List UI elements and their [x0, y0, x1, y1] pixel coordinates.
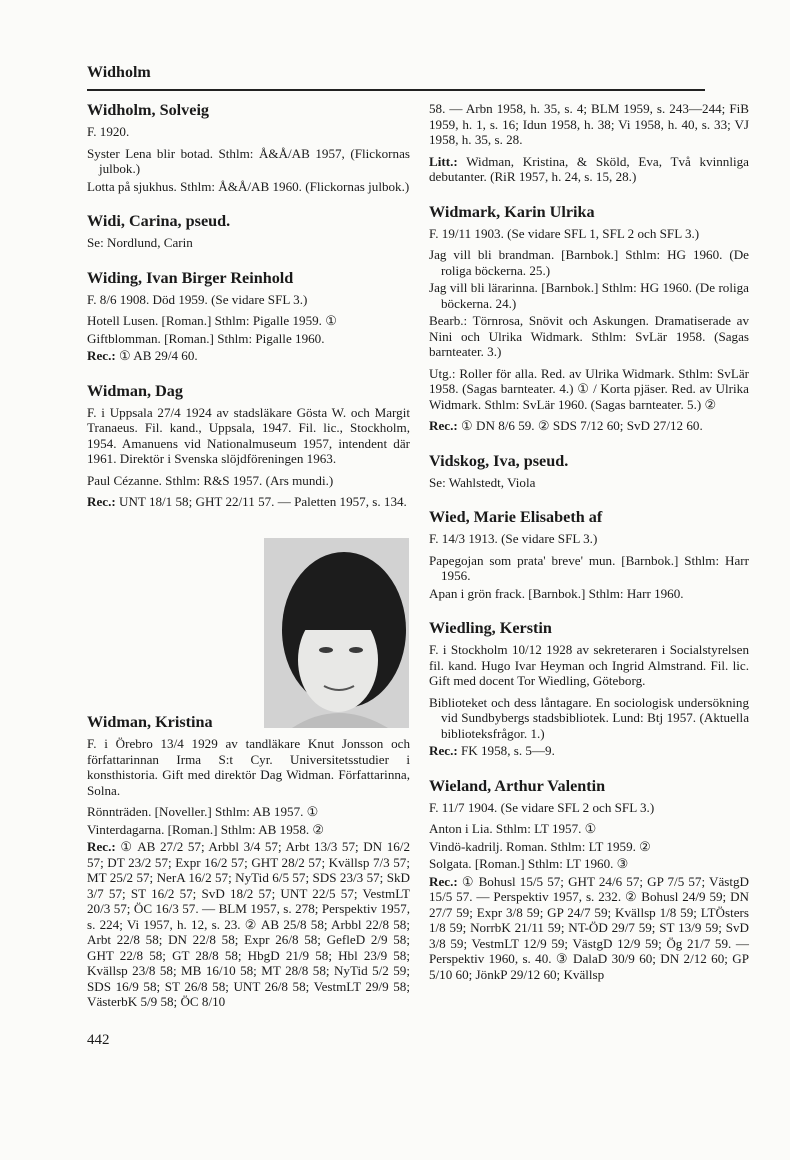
bio-entry	[87, 713, 410, 1010]
work-title	[87, 146, 410, 177]
entry-text-content: Jag vill bli brandman. [Barnbok.] Sthlm: HG 1960. (De roliga böckerna. 25.)	[429, 247, 749, 278]
bio-entry	[87, 212, 410, 251]
entry-text	[429, 743, 749, 759]
entry-text	[87, 292, 410, 308]
entry-text-content: F. 1920.	[87, 124, 130, 139]
entry-text-content: F. i Stockholm 10/12 1928 av sekreteraren i Socialstyrelsen fil. kand. Hugo Ivar Heyman och Ingrid Almstrand. Fil. lic. Gift med docent Tor Wiedling, Göteborg.	[429, 642, 749, 688]
entry-text	[429, 800, 749, 816]
left-column	[87, 101, 410, 528]
entry-text-content: F. i Uppsala 27/4 1924 av stadsläkare Gösta W. och Margit Tranaeus. Fil. kand., Uppsala, 1947. Fil. lic., Stockholm, 1954. Amanuens vid Nationalmuseum 1957, intendent där 1961. Direktör i Svenska slöjdföreningen 1963.	[87, 404, 410, 466]
work-title	[429, 247, 749, 278]
entry-text-content: Se: Wahlstedt, Viola	[429, 474, 536, 490]
entry-text	[429, 642, 749, 689]
work-title	[429, 856, 749, 872]
entry-name: Wied, Marie Elisabeth af	[429, 508, 603, 526]
entry-text-content: Lotta på sjukhus. Sthlm: Å&Å/AB 1960. (Flickornas julbok.)	[87, 178, 410, 194]
bio-entry	[429, 508, 749, 601]
work-title	[429, 586, 749, 602]
entry-text-content: UNT 18/1 58; GHT 22/11 57. — Paletten 1957, s. 134.	[119, 494, 407, 509]
entry-text	[87, 494, 410, 510]
entry-text	[429, 366, 749, 413]
entry-label: Rec.:	[87, 494, 116, 509]
entry-text-content: Hotell Lusen. [Roman.] Sthlm: Pigalle 1959. ①	[87, 313, 337, 328]
entry-text-content: ① DN 8/6 59. ② SDS 7/12 60; SvD 27/12 60.	[461, 418, 703, 433]
work-title	[429, 839, 749, 855]
entry-text-content: Bearb.: Törnrosa, Snövit och Askungen. Dramatiserade av Nini och Ulrika Widmark. Sthlm: SvLär 1958. (Sagas barnteater. 3.)	[429, 313, 749, 359]
work-title	[87, 331, 410, 347]
entry-name: Wieland, Arthur Valentin	[429, 776, 606, 795]
entry-text-content: Rönnträden. [Noveller.] Sthlm: AB 1957. ①	[87, 804, 319, 819]
entry-label: Rec.:	[429, 743, 458, 758]
entry-text-content: Widman, Kristina, & Sköld, Eva, Två kvinnliga debutanter. (RiR 1957, h. 24, s. 15, 28.)	[429, 153, 749, 184]
entry-text-content: Papegojan som prata' breve' mun. [Barnbok.] Sthlm: Harr 1956.	[429, 552, 749, 583]
entry-name: Widman, Kristina	[87, 713, 213, 731]
entry-text	[87, 124, 410, 140]
entry-text-content: Syster Lena blir botad. Sthlm: Å&Å/AB 1957, (Flickornas julbok.)	[87, 145, 410, 176]
bio-entry	[87, 382, 410, 510]
bio-entry	[429, 452, 749, 491]
entry-text	[87, 405, 410, 467]
entry-text-content: Paul Cézanne. Sthlm: R&S 1957. (Ars mundi.)	[87, 472, 334, 488]
bio-entry	[429, 101, 749, 185]
page-number: 442	[87, 1032, 110, 1048]
entry-text-content: Giftblomman. [Roman.] Sthlm: Pigalle 1960.	[87, 330, 325, 346]
entry-text-content: Se: Nordlund, Carin	[87, 235, 193, 250]
entry-text	[429, 154, 749, 185]
left-column-lower	[87, 713, 410, 1028]
work-title	[87, 179, 410, 195]
entry-text	[429, 531, 749, 547]
entry-text-content: Apan i grön frack. [Barnbok.] Sthlm: Harr 1960.	[429, 585, 684, 601]
entry-text	[429, 874, 749, 983]
entry-label: Rec.:	[87, 839, 116, 854]
entry-text	[87, 839, 410, 1010]
entry-text-content: ① Bohusl 15/5 57; GHT 24/6 57; GP 7/5 57; VästgD 15/5 57. — Perspektiv 1957, s. 232. ② Bohusl 24/9 59; DN 27/7 59; Expr 3/8 59; GP 24/7 59; Kvällsp 1/8 59; LTÖsters 1/8 59; NorrbK 21/11 59; NT-ÖD 29/7 59; ST 13/9 59; SvD 3/8 59; VestmLT 12/9 59; VästgD 12/9 59; Ög 21/7 59. — Perspektiv 1960, s. 40. ③ DalaD 30/9 60; DN 2/12 60; GP 5/10 60; JönkP 29/12 60; Kvällsp	[429, 873, 749, 982]
bio-entry	[429, 619, 749, 759]
right-column	[429, 101, 749, 1000]
work-title	[87, 313, 410, 329]
entry-text	[87, 235, 410, 251]
entry-text-content: 58. — Arbn 1958, h. 35, s. 4; BLM 1959, s. 243—244; FiB 1959, h. 1, s. 16; Idun 1958, h. 38; Vi 1958, h. 40, s. 33; VJ 1958, h. 35, s. 28.	[429, 101, 749, 147]
entry-text-content: Vinterdagarna. [Roman.] Sthlm: AB 1958. ②	[87, 821, 325, 837]
entry-text	[429, 418, 749, 434]
entry-text-content: Solgata. [Roman.] Sthlm: LT 1960. ③	[429, 856, 629, 871]
entry-label: Litt.:	[429, 153, 458, 169]
work-title	[429, 695, 749, 742]
author-portrait-photo	[264, 538, 409, 728]
bio-entry	[87, 269, 410, 364]
entry-text	[87, 473, 410, 489]
entry-text	[429, 475, 749, 491]
entry-text-content: Utg.: Roller för alla. Red. av Ulrika Widmark. Sthlm: SvLär 1958. (Sagas barnteater. 4.) ① / Korta pjäser. Red. av Ulrika Widmark. Sthlm: SvLär 1960. (Sagas barnteater. 5.) ②	[429, 365, 749, 412]
entry-name: Widing, Ivan Birger Reinhold	[87, 268, 294, 287]
entry-text-content: F. i Örebro 13/4 1929 av tandläkare Knut Jonsson och författarinnan Irma S:t Cyr. Universitetsstudier i konsthistoria. Gift med direktör Dag Widman. Författarinna, Solna.	[87, 736, 410, 798]
bio-entry	[429, 203, 749, 434]
entry-text-content: Vindö-kadrilj. Roman. Sthlm: LT 1959. ②	[429, 838, 651, 854]
entry-name: Widman, Dag	[87, 381, 183, 400]
work-title	[87, 822, 410, 838]
bio-entry	[87, 101, 410, 194]
entry-name: Widi, Carina, pseud.	[87, 212, 231, 230]
entry-text-content: Jag vill bli lärarinna. [Barnbok.] Sthlm: HG 1960. (De roliga böckerna. 24.)	[429, 280, 749, 311]
entry-label: Rec.:	[429, 418, 458, 433]
entry-label: Rec.:	[429, 873, 458, 889]
work-title	[429, 280, 749, 311]
entry-text-content: ① AB 27/2 57; Arbbl 3/4 57; Arbt 13/3 57; DN 16/2 57; DT 23/2 57; Expr 16/2 57; GHT 28/2 57; Kvällsp 7/3 57; MT 25/2 57; NerA 16/2 57; NyTid 6/5 57; SDS 23/3 57; SkD 3/7 57; ST 16/2 57; SvD 18/2 57; UNT 22/5 57; VestmLT 20/3 57; ÖC 16/3 57. — BLM 1957, s. 278; Perspektiv 1957, s. 224; Vi 1957, h. 12, s. 23. ② AB 25/8 58; Arbbl 22/8 58; Arbt 22/8 58; DN 22/8 58; Expr 26/8 58; GefleD 2/9 58; GHT 22/8 58; GT 28/8 58; HbgD 21/9 58; Hbl 23/9 58; Kvällsp 23/8 58; MB 16/10 58; MT 28/8 58; NyTid 5/2 59; SDS 16/9 58; ST 26/8 58; UNT 26/8 58; VestmLT 29/9 58; VästerbK 5/9 58; ÖC 8/10	[87, 839, 410, 1009]
entry-text-content: Biblioteket och dess låntagare. En sociologisk undersökning vid Sundbybergs stadsbibliotek. Lund: Btj 1957. (Aktuella biblioteksfrågor. 1.)	[429, 694, 749, 741]
entry-name: Widholm, Solveig	[87, 101, 210, 119]
entry-text	[429, 101, 749, 148]
entry-text	[87, 736, 410, 798]
entry-text-content: FK 1958, s. 5—9.	[461, 743, 555, 758]
entry-label: Rec.:	[87, 348, 116, 363]
entry-name: Wiedling, Kerstin	[429, 619, 552, 637]
bio-entry	[429, 777, 749, 983]
work-title	[87, 804, 410, 820]
entry-text-content: Anton i Lia. Sthlm: LT 1957. ①	[429, 821, 597, 836]
running-head: Widholm	[87, 64, 151, 81]
work-title	[429, 821, 749, 837]
header-rule	[87, 89, 705, 91]
entry-text-content: F. 11/7 1904. (Se vidare SFL 2 och SFL 3.)	[429, 799, 655, 815]
entry-text	[429, 313, 749, 360]
entry-text-content: F. 14/3 1913. (Se vidare SFL 3.)	[429, 531, 598, 546]
entry-text-content: F. 19/11 1903. (Se vidare SFL 1, SFL 2 och SFL 3.)	[429, 225, 700, 241]
entry-text	[87, 348, 410, 364]
entry-text	[429, 226, 749, 242]
entry-text-content: F. 8/6 1908. Död 1959. (Se vidare SFL 3.)	[87, 291, 308, 307]
entry-name: Vidskog, Iva, pseud.	[429, 451, 569, 470]
entry-text-content: ① AB 29/4 60.	[119, 348, 198, 363]
work-title	[429, 553, 749, 584]
entry-name: Widmark, Karin Ulrika	[429, 202, 595, 221]
portrait-image	[264, 538, 409, 728]
